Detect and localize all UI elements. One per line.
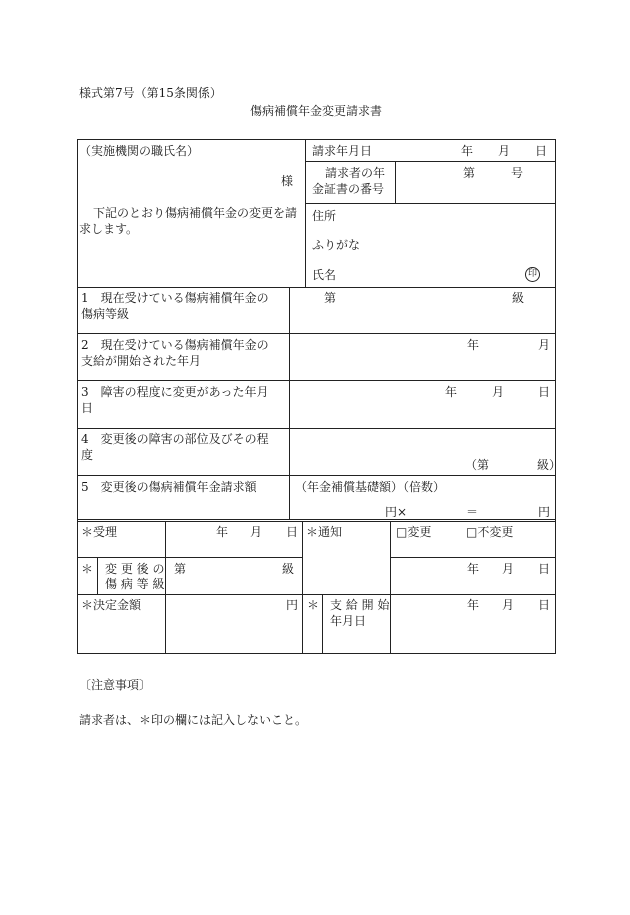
item5-yen-times: 円× [385,505,408,519]
new-grade-dai: 第 [174,562,187,576]
new-grade-label-1: 変 更 後 の [105,562,165,576]
rule [77,428,556,429]
table-border-left [77,139,78,654]
item5-equals: ＝ [466,505,479,519]
item4-label-1: 4 変更後の障害の部位及びその程 [81,432,269,446]
table-border-top [77,139,556,140]
notice-year: 年 [467,562,480,576]
rule [77,557,303,558]
item1-label-1: 1 現在受けている傷病補償年金の [81,291,269,305]
rule [322,594,323,653]
rule [305,139,306,287]
rule [77,521,556,522]
rule [390,557,556,558]
rule [77,594,556,595]
start-date-label-1: 支 給 開 始 [330,598,390,612]
decided-amount-yen: 円 [286,598,299,612]
request-date-year: 年 [461,144,474,158]
rule [305,203,556,204]
rule [305,161,556,162]
changed-checkbox: □変更 [396,525,432,539]
address-label: 住所 [312,209,337,223]
request-date-day: 日 [535,144,548,158]
item3-label-1: 3 障害の程度に変更があった年月 [81,385,269,399]
request-date-month: 月 [498,144,511,158]
start-month: 月 [502,598,515,612]
asterisk-mark: ＊ [81,562,94,576]
rule [97,557,98,594]
furigana-label: ふりがな [312,238,361,252]
rule [77,519,556,520]
item1-dai: 第 [324,291,337,305]
asterisk-mark: ＊ [307,598,320,612]
item2-month: 月 [538,338,551,352]
agency-label: （実施機関の職氏名） [79,144,200,158]
cert-number-go: 号 [511,166,524,180]
name-label: 氏名 [312,268,337,282]
form-number: 様式第7号（第15条関係） [79,86,222,100]
cert-number-label-2: 金証書の番号 [312,182,385,196]
item2-year: 年 [467,338,480,352]
rule [165,521,166,653]
rule [77,380,556,381]
item5-basis: （年金補償基礎額）（倍数） [295,480,446,494]
rule [390,521,391,653]
item2-label-1: 2 現在受けている傷病補償年金の [81,338,269,352]
unchanged-checkbox: □不変更 [466,525,514,539]
document-title: 傷病補償年金変更請求書 [250,104,383,118]
rule [395,161,396,203]
received-year: 年 [216,525,229,539]
rule [302,521,303,653]
start-year: 年 [467,598,480,612]
start-date-label-2: 年月日 [330,614,367,628]
new-grade-label-2: 傷 病 等 級 [105,577,165,591]
table-border-bottom [77,653,556,654]
item4-grade: （第 級） [465,458,562,472]
statement-line-1: 下記のとおり傷病補償年金の変更を請 [93,206,298,220]
request-date-label: 請求年月日 [312,144,373,158]
rule [77,475,556,476]
received-month: 月 [250,525,263,539]
start-day: 日 [538,598,551,612]
honorific-sama: 様 [281,174,294,188]
item1-kyu: 級 [512,291,525,305]
item5-label: 5 変更後の傷病補償年金請求額 [81,480,257,494]
notice-month: 月 [502,562,515,576]
rule [77,287,556,288]
decided-amount-label: ＊決定金額 [81,598,142,612]
item3-day: 日 [538,385,551,399]
item2-label-2: 支給が開始された年月 [81,354,202,368]
item3-month: 月 [492,385,505,399]
item3-label-2: 日 [81,401,94,415]
cert-number-label-1: 請求者の年 [325,166,386,180]
cert-number-dai: 第 [463,166,476,180]
notice-label: ＊通知 [306,525,343,539]
item1-label-2: 傷病等級 [81,307,130,321]
rule [289,287,290,519]
rule [77,333,556,334]
item5-yen: 円 [538,505,551,519]
seal-mark: 印 [525,267,540,282]
notice-day: 日 [538,562,551,576]
table-border-right [555,139,556,654]
new-grade-kyu: 級 [282,562,295,576]
notes-heading: 〔注意事項〕 [79,678,152,692]
statement-line-2: 求します。 [79,222,139,236]
received-day: 日 [286,525,299,539]
notes-body: 請求者は、＊印の欄には記入しないこと。 [79,713,308,727]
item4-label-2: 度 [81,448,94,462]
item3-year: 年 [445,385,458,399]
received-label: ＊受理 [81,525,118,539]
